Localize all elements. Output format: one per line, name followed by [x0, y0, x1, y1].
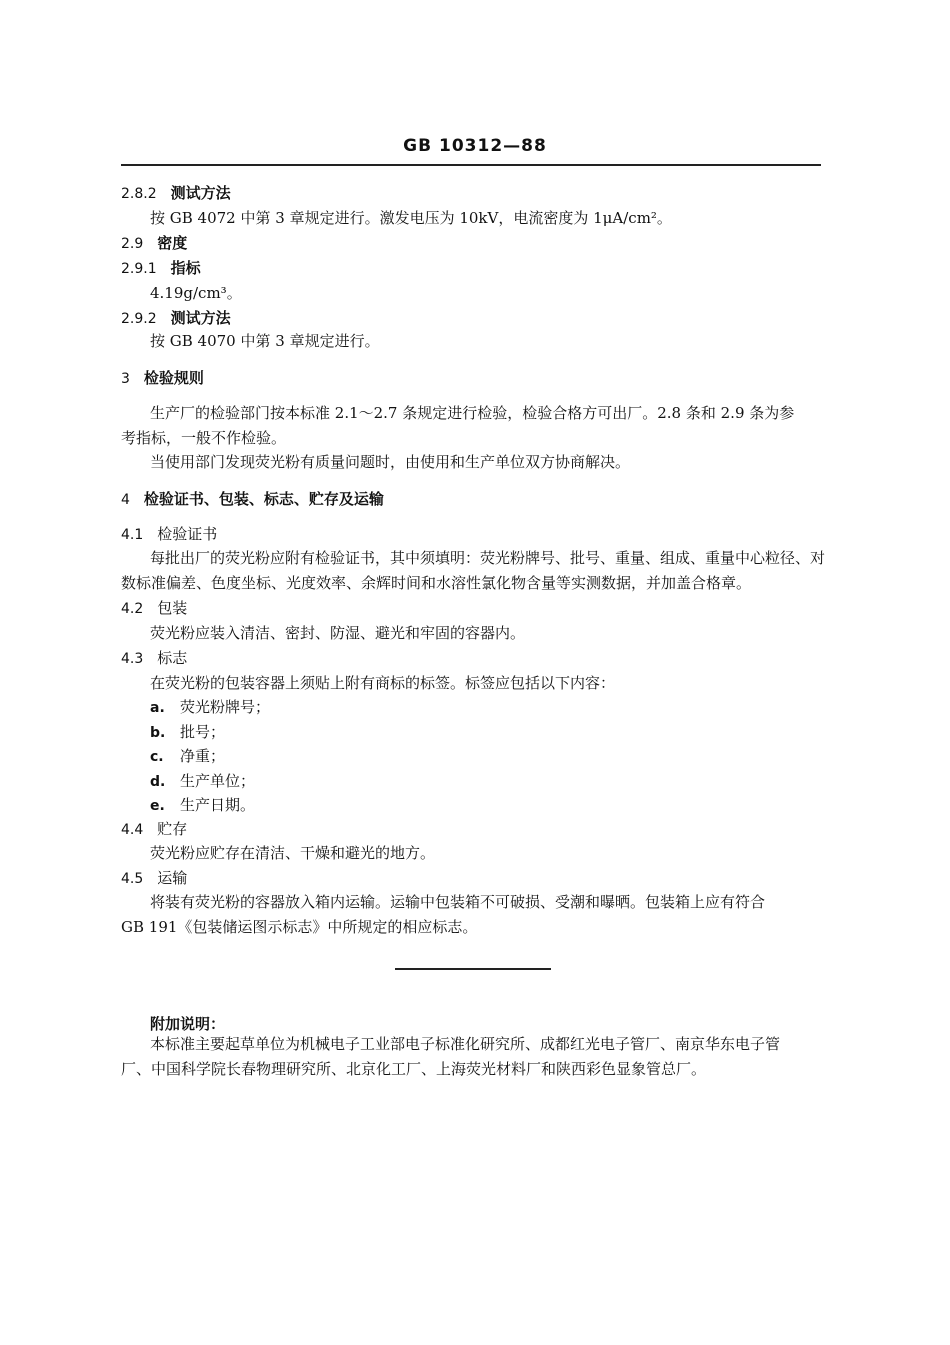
- section-4-1-line-2: 数标准偏差、色度坐标、光度效率、余辉时间和水溶性氯化物含量等实测数据，并加盖合格章。: [121, 574, 752, 592]
- section-2-9-1-heading: 2.9.1 指标: [121, 259, 201, 277]
- section-4-5-line-2: GB 191《包装储运图示标志》中所规定的相应标志。: [121, 918, 478, 936]
- list-item: e. 生产日期。: [150, 796, 256, 814]
- section-2-9-2-heading: 2.9.2 测试方法: [121, 309, 231, 327]
- section-4-1-heading: 4.1 检验证书: [121, 525, 218, 543]
- list-item: c. 净重；: [150, 747, 226, 765]
- list-item: b. 批号；: [150, 723, 226, 741]
- section-2-8-2-heading: 2.8.2 测试方法: [121, 184, 231, 202]
- section-2-9-2-text: 按 GB 4070 中第 3 章规定进行。: [150, 332, 380, 350]
- section-2-9-heading: 2.9 密度: [121, 234, 188, 252]
- section-3-paragraph-1-line-1: 生产厂的检验部门按本标准 2.1～2.7 条规定进行检验，检验合格方可出厂。2.8 条和 2.9 条为参: [150, 404, 795, 422]
- section-4-3-heading: 4.3 标志: [121, 649, 188, 667]
- header-rule: [121, 164, 821, 166]
- appendix-title: 附加说明：: [150, 1015, 226, 1033]
- section-4-2-text: 荧光粉应装入清洁、密封、防湿、避光和牢固的容器内。: [150, 624, 526, 642]
- section-3-heading: 3 检验规则: [121, 369, 204, 387]
- list-item: d. 生产单位；: [150, 772, 256, 790]
- section-4-5-line-1: 将装有荧光粉的容器放入箱内运输。运输中包装箱不可破损、受潮和曝晒。包装箱上应有符合: [150, 893, 766, 911]
- appendix-line-2: 厂、中国科学院长春物理研究所、北京化工厂、上海荧光材料厂和陕西彩色显象管总厂。: [121, 1060, 707, 1078]
- appendix-line-1: 本标准主要起草单位为机械电子工业部电子标准化研究所、成都红光电子管厂、南京华东电子管: [150, 1035, 781, 1053]
- section-4-heading: 4 检验证书、包装、标志、贮存及运输: [121, 490, 384, 508]
- section-4-4-text: 荧光粉应贮存在清洁、干燥和避光的地方。: [150, 844, 436, 862]
- section-4-4-heading: 4.4 贮存: [121, 820, 188, 838]
- section-4-5-heading: 4.5 运输: [121, 869, 188, 887]
- section-2-9-1-text: 4.19g/cm³。: [150, 284, 242, 302]
- section-2-8-2-text: 按 GB 4072 中第 3 章规定进行。激发电压为 10kV，电流密度为 1μA/cm²。: [150, 209, 672, 227]
- section-4-3-text: 在荧光粉的包装容器上须贴上附有商标的标签。标签应包括以下内容：: [150, 674, 616, 692]
- end-rule: [395, 968, 551, 970]
- list-item: a. 荧光粉牌号；: [150, 698, 271, 716]
- section-3-paragraph-2: 当使用部门发现荧光粉有质量问题时，由使用和生产单位双方协商解决。: [150, 453, 631, 471]
- section-4-1-line-1: 每批出厂的荧光粉应附有检验证书，其中须填明：荧光粉牌号、批号、重量、组成、重量中心粒径、对: [150, 549, 826, 567]
- section-3-paragraph-1-line-2: 考指标，一般不作检验。: [121, 429, 287, 447]
- standard-number: GB 10312—88: [403, 136, 547, 156]
- section-4-2-heading: 4.2 包装: [121, 599, 188, 617]
